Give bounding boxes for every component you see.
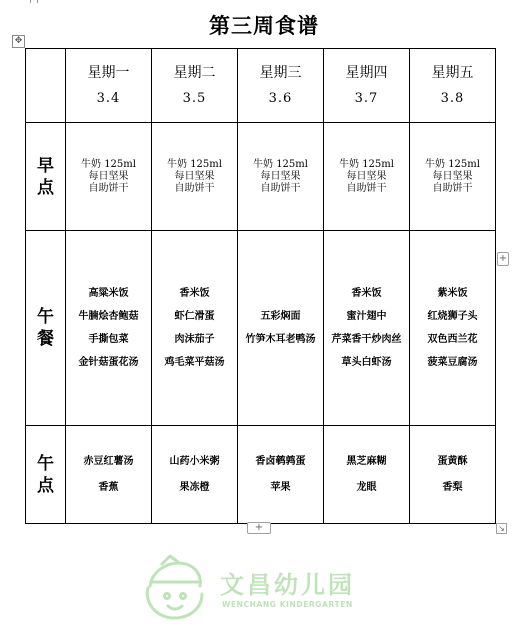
add-column-button[interactable]: + bbox=[498, 253, 508, 264]
menu-item: 牛奶 125ml bbox=[253, 158, 308, 170]
day-header-cell bbox=[324, 49, 410, 123]
menu-item: 黑芝麻糊 bbox=[346, 455, 387, 467]
menu-item: 龙眼 bbox=[356, 481, 377, 493]
menu-item: 自助饼干 bbox=[174, 182, 215, 194]
day-header-cell bbox=[410, 49, 496, 123]
menu-item: 五彩焖面 bbox=[260, 310, 301, 322]
menu-cell bbox=[324, 123, 410, 231]
menu-item: 牛腩烩杏鲍菇 bbox=[78, 310, 139, 322]
menu-item: 菠菜豆腐汤 bbox=[427, 356, 478, 368]
meal-label: 餐 bbox=[37, 329, 54, 349]
menu-item: 牛奶 125ml bbox=[167, 158, 222, 170]
menu-item: 每日坚果 bbox=[174, 170, 215, 182]
day-date: 3.6 bbox=[268, 90, 293, 106]
menu-cell bbox=[152, 426, 238, 524]
day-name: 星期二 bbox=[173, 64, 216, 81]
menu-item: 肉沫茄子 bbox=[174, 333, 215, 345]
menu-item: 香梨 bbox=[442, 481, 463, 493]
menu-cell bbox=[324, 426, 410, 524]
meal-label-cell bbox=[26, 123, 66, 231]
menu-cell bbox=[238, 231, 324, 426]
kindergarten-logo bbox=[140, 552, 370, 624]
menu-item: 鸡毛菜平菇汤 bbox=[164, 356, 225, 368]
day-header-cell bbox=[66, 49, 152, 123]
menu-cell bbox=[66, 123, 152, 231]
menu-cell bbox=[152, 231, 238, 426]
menu-item: 每日坚果 bbox=[88, 170, 129, 182]
day-header-cell bbox=[152, 49, 238, 123]
menu-table bbox=[25, 48, 496, 524]
menu-item: 香蕉 bbox=[98, 481, 119, 493]
menu-item: 苹果 bbox=[270, 481, 291, 493]
menu-cell bbox=[410, 426, 496, 524]
logo-name-chinese: 文昌幼儿园 bbox=[220, 571, 355, 599]
menu-item: 红烧狮子头 bbox=[427, 310, 478, 322]
page-title: 第三周食谱 bbox=[209, 14, 319, 38]
day-name: 星期一 bbox=[87, 64, 130, 81]
day-name: 星期四 bbox=[345, 64, 388, 81]
menu-item: 牛奶 125ml bbox=[339, 158, 394, 170]
menu-cell bbox=[410, 231, 496, 426]
menu-item: 赤豆红薯汤 bbox=[83, 455, 134, 467]
corner-cell bbox=[26, 49, 66, 123]
logo-name-english: WENCHANG KINDERGARTEN bbox=[222, 600, 353, 609]
menu-cell bbox=[238, 426, 324, 524]
menu-item: 竹笋木耳老鸭汤 bbox=[245, 333, 316, 345]
meal-label-cell bbox=[26, 231, 66, 426]
menu-item: 自助饼干 bbox=[432, 182, 473, 194]
meal-label: 午 bbox=[37, 453, 54, 474]
menu-item: 自助饼干 bbox=[346, 182, 387, 194]
menu-item: 果冻橙 bbox=[179, 481, 210, 493]
day-date: 3.4 bbox=[96, 90, 121, 106]
menu-item: 紫米饭 bbox=[437, 287, 468, 299]
meal-row-breakfast bbox=[26, 123, 496, 231]
menu-cell bbox=[66, 426, 152, 524]
menu-item: 双色西兰花 bbox=[427, 333, 478, 345]
menu-cell bbox=[152, 123, 238, 231]
menu-item: 自助饼干 bbox=[88, 182, 129, 194]
menu-cell bbox=[324, 231, 410, 426]
menu-item: 山药小米粥 bbox=[169, 455, 220, 467]
menu-item: 每日坚果 bbox=[346, 170, 387, 182]
menu-item: 蛋黄酥 bbox=[437, 455, 468, 467]
add-row-button[interactable]: + bbox=[247, 522, 271, 534]
child-face-logo-icon bbox=[140, 552, 212, 624]
meal-row-lunch bbox=[26, 231, 496, 426]
menu-item: 香米饭 bbox=[179, 287, 210, 299]
menu-item: 蜜汁翅中 bbox=[346, 310, 387, 322]
menu-item: 每日坚果 bbox=[260, 170, 301, 182]
day-header-cell bbox=[238, 49, 324, 123]
meal-label: 点 bbox=[37, 475, 54, 496]
table-resize-handle-icon[interactable]: ↘ bbox=[496, 523, 507, 534]
meal-label: 午 bbox=[37, 307, 54, 327]
meal-label: 点 bbox=[37, 177, 54, 198]
menu-item: 每日坚果 bbox=[432, 170, 473, 182]
menu-item: 金针菇蛋花汤 bbox=[78, 356, 139, 368]
menu-item: 高粱米饭 bbox=[88, 287, 129, 299]
day-date: 3.8 bbox=[440, 90, 465, 106]
meal-label-cell bbox=[26, 426, 66, 524]
table-move-handle-icon[interactable]: ✥ bbox=[12, 35, 25, 48]
menu-item: 香米饭 bbox=[351, 287, 382, 299]
menu-item: 草头白虾汤 bbox=[341, 356, 392, 368]
menu-item: 虾仁滑蛋 bbox=[174, 310, 215, 322]
menu-cell bbox=[238, 123, 324, 231]
meal-label: 早 bbox=[37, 155, 54, 176]
menu-item: 芹菜香干炒肉丝 bbox=[331, 333, 402, 345]
header-row bbox=[26, 49, 496, 123]
page-corner-mark bbox=[30, 0, 38, 3]
menu-item: 牛奶 125ml bbox=[81, 158, 136, 170]
day-date: 3.5 bbox=[182, 90, 207, 106]
day-name: 星期五 bbox=[431, 64, 474, 81]
menu-item: 手撕包菜 bbox=[88, 333, 129, 345]
day-name: 星期三 bbox=[259, 64, 302, 81]
menu-item: 自助饼干 bbox=[260, 182, 301, 194]
menu-item: 香卤鹌鹑蛋 bbox=[255, 455, 306, 467]
menu-cell bbox=[410, 123, 496, 231]
meal-row-snack bbox=[26, 426, 496, 524]
day-date: 3.7 bbox=[354, 90, 379, 106]
menu-item: 牛奶 125ml bbox=[425, 158, 480, 170]
menu-cell bbox=[66, 231, 152, 426]
